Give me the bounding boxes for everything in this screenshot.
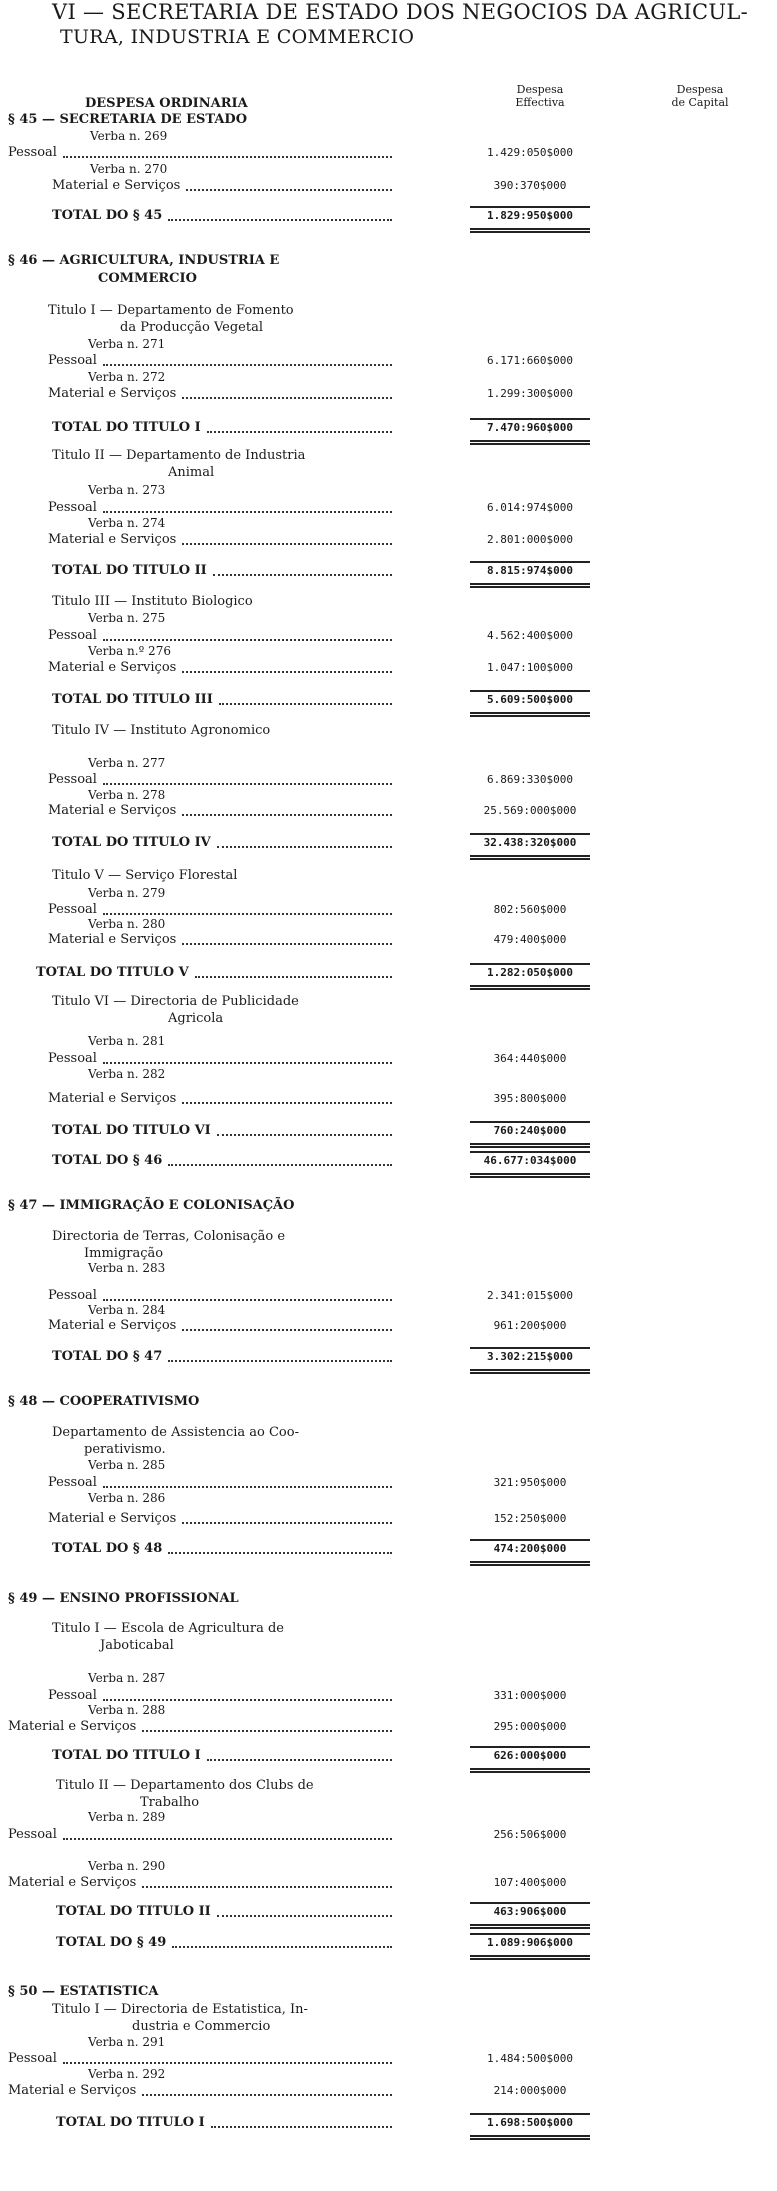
column-header-line: Despesa xyxy=(516,83,564,96)
total-amount: 1.282:050$000 xyxy=(486,966,574,979)
item-amount: 364:440$000 xyxy=(493,1052,567,1065)
section-heading: § 47 — IMMIGRAÇÃO E COLONISAÇÃO xyxy=(8,1198,295,1213)
total-rule xyxy=(470,1176,590,1178)
verba-label: Verba n. 289 xyxy=(88,1810,166,1824)
item-label: Material e Serviços xyxy=(48,386,177,401)
dotted-leader xyxy=(168,1552,392,1554)
item-amount: 295:000$000 xyxy=(493,1720,567,1733)
titulo-heading: Trabalho xyxy=(140,1795,200,1810)
item-label: Pessoal xyxy=(8,2051,57,2066)
item-amount: 395:800$000 xyxy=(493,1092,567,1105)
verba-label: Verba n. 281 xyxy=(88,1034,166,1048)
verba-label: Verba n. 284 xyxy=(88,1303,166,1317)
dotted-leader xyxy=(168,219,392,221)
dotted-leader xyxy=(207,1759,392,1761)
dotted-leader xyxy=(217,1915,392,1917)
verba-label: Verba n. 272 xyxy=(88,370,166,384)
total-amount: 1.829:950$000 xyxy=(486,209,574,222)
verba-label: Verba n. 271 xyxy=(88,337,166,351)
item-label: Material e Serviços xyxy=(48,660,177,675)
item-amount: 25.569:000$000 xyxy=(483,804,577,817)
dotted-leader xyxy=(103,639,392,641)
item-label: Material e Serviços xyxy=(48,532,177,547)
item-amount: 6.171:660$000 xyxy=(486,354,574,367)
titulo-heading: Titulo II — Departamento de Industria xyxy=(52,448,306,463)
titulo-heading: Titulo I — Departamento de Fomento xyxy=(48,303,294,318)
verba-label: Verba n. 282 xyxy=(88,1067,166,1081)
total-amount: 1.698:500$000 xyxy=(486,2116,574,2129)
dotted-leader xyxy=(103,1299,392,1301)
column-header-despesa-capital xyxy=(645,83,755,109)
page-title-line1: VI — SECRETARIA DE ESTADO DOS NEGOCIOS DA AGRICUL- xyxy=(52,0,749,24)
item-amount: 331:000$000 xyxy=(493,1689,567,1702)
verba-label: Verba n. 273 xyxy=(88,483,166,497)
item-label: Material e Serviços xyxy=(48,932,177,947)
item-amount: 1.047:100$000 xyxy=(486,661,574,674)
total-rule xyxy=(470,1955,590,1957)
dotted-leader xyxy=(103,511,392,513)
total-rule xyxy=(470,985,590,987)
item-amount: 390:370$000 xyxy=(493,179,567,192)
total-rule xyxy=(470,1151,590,1153)
total-amount: 760:240$000 xyxy=(493,1124,567,1137)
titulo-heading: Directoria de Terras, Colonisação e xyxy=(52,1229,286,1244)
total-rule xyxy=(470,1143,590,1145)
verba-label: Verba n. 286 xyxy=(88,1491,166,1505)
total-rule xyxy=(470,1902,590,1904)
total-rule xyxy=(470,2135,590,2137)
titulo-heading: da Producção Vegetal xyxy=(120,320,263,335)
verba-label: Verba n. 280 xyxy=(88,917,166,931)
dotted-leader xyxy=(142,2094,392,2096)
total-amount: 46.677:034$000 xyxy=(483,1154,577,1167)
total-rule xyxy=(470,206,590,208)
dotted-leader xyxy=(103,1699,392,1701)
total-rule xyxy=(470,858,590,860)
total-rule xyxy=(470,1924,590,1926)
dotted-leader xyxy=(207,431,392,433)
total-rule xyxy=(470,1768,590,1770)
dotted-leader xyxy=(217,846,392,848)
item-amount: 479:400$000 xyxy=(493,933,567,946)
item-amount: 6.869:330$000 xyxy=(486,773,574,786)
total-rule xyxy=(470,1121,590,1123)
total-rule xyxy=(470,1746,590,1748)
verba-label: Verba n. 292 xyxy=(88,2067,166,2081)
item-amount: 961:200$000 xyxy=(493,1319,567,1332)
total-label: TOTAL DO § 46 xyxy=(52,1153,163,1168)
item-amount: 4.562:400$000 xyxy=(486,629,574,642)
titulo-heading: Jaboticabal xyxy=(100,1638,174,1653)
total-label: TOTAL DO TITULO I xyxy=(52,1748,201,1763)
total-rule xyxy=(470,712,590,714)
titulo-heading: Titulo II — Departamento dos Clubs de xyxy=(56,1778,314,1793)
item-label: Pessoal xyxy=(48,902,97,917)
item-label: Pessoal xyxy=(8,1827,57,1842)
total-rule xyxy=(470,715,590,717)
total-rule xyxy=(470,963,590,965)
verba-label: Verba n. 270 xyxy=(90,162,168,176)
total-label: TOTAL DO TITULO III xyxy=(52,692,213,707)
verba-label: Verba n. 279 xyxy=(88,886,166,900)
verba-label: Verba n. 290 xyxy=(88,1859,166,1873)
dotted-leader xyxy=(182,814,392,816)
total-rule xyxy=(470,1927,590,1929)
dotted-leader xyxy=(182,1522,392,1524)
item-label: Material e Serviços xyxy=(48,1091,177,1106)
titulo-heading: Titulo VI — Directoria de Publicidade xyxy=(52,994,299,1009)
item-amount: 1.429:050$000 xyxy=(486,146,574,159)
verba-label: Verba n. 291 xyxy=(88,2035,166,2049)
total-rule xyxy=(470,228,590,230)
total-amount: 474:200$000 xyxy=(493,1542,567,1555)
item-label: Pessoal xyxy=(48,353,97,368)
total-label: TOTAL DO TITULO I xyxy=(52,420,201,435)
titulo-heading: Animal xyxy=(168,465,215,480)
verba-label: Verba n. 275 xyxy=(88,611,166,625)
dotted-leader xyxy=(168,1360,392,1362)
dotted-leader xyxy=(103,364,392,366)
verba-label: Verba n. 269 xyxy=(90,129,168,143)
dotted-leader xyxy=(142,1886,392,1888)
section-heading: § 49 — ENSINO PROFISSIONAL xyxy=(8,1591,239,1606)
total-rule xyxy=(470,1372,590,1374)
item-amount: 1.299:300$000 xyxy=(486,387,574,400)
titulo-heading: Titulo I — Escola de Agricultura de xyxy=(52,1621,285,1636)
dotted-leader xyxy=(63,1838,392,1840)
titulo-heading: perativismo. xyxy=(84,1442,166,1457)
item-label: Material e Serviços xyxy=(48,1318,177,1333)
total-amount: 626:000$000 xyxy=(493,1749,567,1762)
item-amount: 152:250$000 xyxy=(493,1512,567,1525)
total-rule xyxy=(470,586,590,588)
verba-label: Verba n. 274 xyxy=(88,516,166,530)
total-amount: 32.438:320$000 xyxy=(483,836,577,849)
titulo-heading: Titulo V — Serviço Florestal xyxy=(52,868,238,883)
verba-label: Verba n. 287 xyxy=(88,1671,166,1685)
item-amount: 214:000$000 xyxy=(493,2084,567,2097)
dotted-leader xyxy=(172,1946,392,1948)
total-amount: 7.470:960$000 xyxy=(486,421,574,434)
total-rule xyxy=(470,690,590,692)
total-rule xyxy=(470,1173,590,1175)
dotted-leader xyxy=(217,1134,392,1136)
item-label: Pessoal xyxy=(48,1475,97,1490)
total-rule xyxy=(470,2138,590,2140)
dotted-leader xyxy=(195,976,392,978)
titulo-heading: Titulo III — Instituto Biologico xyxy=(52,594,253,609)
total-rule xyxy=(470,561,590,563)
total-label: TOTAL DO TITULO I xyxy=(56,2115,205,2130)
total-rule xyxy=(470,1539,590,1541)
total-rule xyxy=(470,1347,590,1349)
item-label: Pessoal xyxy=(48,772,97,787)
item-label: Pessoal xyxy=(48,1051,97,1066)
dotted-leader xyxy=(103,1486,392,1488)
verba-label: Verba n. 285 xyxy=(88,1458,166,1472)
dotted-leader xyxy=(213,574,392,576)
total-rule xyxy=(470,1146,590,1148)
titulo-heading: Titulo I — Directoria de Estatistica, In- xyxy=(52,2002,308,2017)
titulo-heading: dustria e Commercio xyxy=(132,2019,271,2034)
item-label: Pessoal xyxy=(48,628,97,643)
item-amount: 256:506$000 xyxy=(493,1828,567,1841)
item-amount: 2.801:000$000 xyxy=(486,533,574,546)
section-heading: § 48 — COOPERATIVISMO xyxy=(8,1394,200,1409)
total-rule xyxy=(470,833,590,835)
total-rule xyxy=(470,443,590,445)
dotted-leader xyxy=(186,189,392,191)
section-heading: § 45 — SECRETARIA DE ESTADO xyxy=(8,112,248,127)
item-amount: 107:400$000 xyxy=(493,1876,567,1889)
item-label: Pessoal xyxy=(48,1288,97,1303)
verba-label: Verba n. 277 xyxy=(88,756,166,770)
item-amount: 802:560$000 xyxy=(493,903,567,916)
verba-label: Verba n. 283 xyxy=(88,1261,166,1275)
item-amount: 6.014:974$000 xyxy=(486,501,574,514)
total-rule xyxy=(470,231,590,233)
section-heading: § 50 — ESTATISTICA xyxy=(8,1984,159,1999)
total-amount: 8.815:974$000 xyxy=(486,564,574,577)
dotted-leader xyxy=(182,1329,392,1331)
item-label: Material e Serviços xyxy=(8,2083,137,2098)
total-label: TOTAL DO § 47 xyxy=(52,1349,163,1364)
verba-label: Verba n. 278 xyxy=(88,788,166,802)
section-heading: COMMERCIO xyxy=(98,271,197,286)
item-label: Material e Serviços xyxy=(8,1719,137,1734)
total-rule xyxy=(470,1369,590,1371)
section-heading: § 46 — AGRICULTURA, INDUSTRIA E xyxy=(8,253,280,268)
total-amount: 1.089:906$000 xyxy=(486,1936,574,1949)
total-label: TOTAL DO § 49 xyxy=(56,1935,167,1950)
titulo-heading: Titulo IV — Instituto Agronomico xyxy=(52,723,271,738)
titulo-heading: Agricola xyxy=(168,1011,224,1026)
total-rule xyxy=(470,440,590,442)
dotted-leader xyxy=(182,943,392,945)
item-label: Pessoal xyxy=(8,145,57,160)
dotted-leader xyxy=(168,1164,392,1166)
page-title-line2: TURA, INDUSTRIA E COMMERCIO xyxy=(60,26,415,48)
total-rule xyxy=(470,855,590,857)
total-label: TOTAL DO § 48 xyxy=(52,1541,163,1556)
total-label: TOTAL DO TITULO II xyxy=(52,563,207,578)
verba-label: Verba n.º 276 xyxy=(88,644,171,658)
column-header-line: Despesa xyxy=(676,83,724,96)
total-rule xyxy=(470,418,590,420)
item-label: Material e Serviços xyxy=(8,1875,137,1890)
total-label: TOTAL DO § 45 xyxy=(52,208,163,223)
section-heading: DESPESA ORDINARIA xyxy=(85,96,248,111)
dotted-leader xyxy=(63,156,392,158)
column-header-line: Effectiva xyxy=(515,96,565,109)
total-rule xyxy=(470,1564,590,1566)
item-label: Pessoal xyxy=(48,500,97,515)
item-label: Pessoal xyxy=(48,1688,97,1703)
dotted-leader xyxy=(182,1102,392,1104)
total-rule xyxy=(470,1771,590,1773)
titulo-heading: Departamento de Assistencia ao Coo- xyxy=(52,1425,299,1440)
dotted-leader xyxy=(211,2126,392,2128)
dotted-leader xyxy=(103,913,392,915)
total-label: TOTAL DO TITULO IV xyxy=(52,835,211,850)
dotted-leader xyxy=(103,783,392,785)
item-amount: 1.484:500$000 xyxy=(486,2052,574,2065)
dotted-leader xyxy=(63,2062,392,2064)
total-rule xyxy=(470,1933,590,1935)
total-amount: 5.609:500$000 xyxy=(486,693,574,706)
dotted-leader xyxy=(142,1730,392,1732)
item-label: Material e Serviços xyxy=(52,178,181,193)
total-amount: 3.302:215$000 xyxy=(486,1350,574,1363)
total-amount: 463:906$000 xyxy=(493,1905,567,1918)
dotted-leader xyxy=(103,1062,392,1064)
dotted-leader xyxy=(182,543,392,545)
verba-label: Verba n. 288 xyxy=(88,1703,166,1717)
total-rule xyxy=(470,1958,590,1960)
total-label: TOTAL DO TITULO II xyxy=(56,1904,211,1919)
item-amount: 2.341:015$000 xyxy=(486,1289,574,1302)
item-label: Material e Serviços xyxy=(48,1511,177,1526)
column-header-despesa-effectiva xyxy=(485,83,595,109)
total-label: TOTAL DO TITULO VI xyxy=(52,1123,211,1138)
total-rule xyxy=(470,988,590,990)
item-amount: 321:950$000 xyxy=(493,1476,567,1489)
dotted-leader xyxy=(182,397,392,399)
titulo-heading: Immigração xyxy=(84,1246,164,1261)
dotted-leader xyxy=(219,703,392,705)
column-header-line: de Capital xyxy=(671,96,729,109)
total-rule xyxy=(470,2113,590,2115)
total-rule xyxy=(470,1561,590,1563)
dotted-leader xyxy=(182,671,392,673)
total-rule xyxy=(470,583,590,585)
item-label: Material e Serviços xyxy=(48,803,177,818)
total-label: TOTAL DO TITULO V xyxy=(36,965,189,980)
